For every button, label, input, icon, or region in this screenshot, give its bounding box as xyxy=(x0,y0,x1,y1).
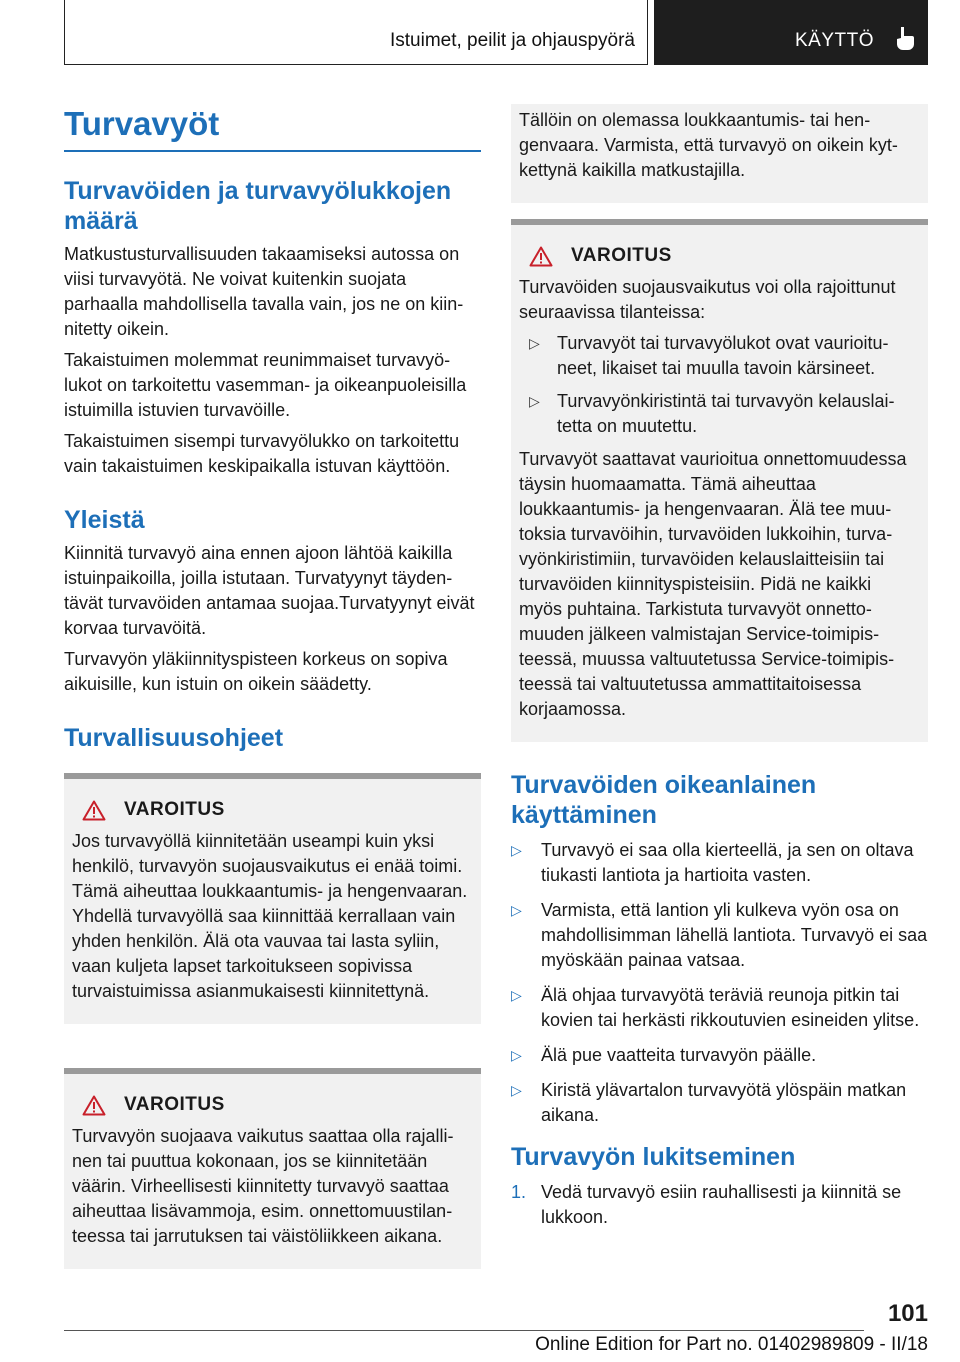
list-item-text: Varmista, että lantion yli kulkeva vyön osa on mahdollisimman lähellä lantiota. Turvavyö ei saa myöskään painaa vatsaa. xyxy=(541,900,928,970)
warning-continuation xyxy=(511,104,928,203)
list-item-text: Turvavyö ei saa olla kierteellä, ja sen on oltava tiukasti lantiota ja hartioita vasten. xyxy=(541,840,914,885)
bullet-marker: ▷ xyxy=(511,842,522,858)
paragraph: Turvavyön yläkiinnityspisteen korkeus on sopiva aikuisille, kun istuin on oikein säädetty. xyxy=(64,649,448,694)
numbered-list xyxy=(511,1180,928,1230)
footer-edition: Online Edition for Part no. 01402989809 - II/18 xyxy=(535,1334,928,1355)
bullet-marker: ▷ xyxy=(511,987,522,1003)
list-item xyxy=(511,1180,928,1230)
list-item xyxy=(511,898,928,973)
list-item xyxy=(511,838,928,888)
warning-title: VAROITUS xyxy=(124,799,225,820)
paragraph: Takaistuimen sisempi turvavyölukko on tarkoitettu vain takaistuimen keskipaikalla istuvan käyttöön. xyxy=(64,431,460,476)
section-heading-safety: Turvallisuusohjeet xyxy=(64,724,284,752)
footer-divider xyxy=(64,1330,864,1331)
warning-triangle-icon xyxy=(82,800,106,821)
header-section-tab xyxy=(64,0,648,65)
page-number: 101 xyxy=(887,1300,928,1327)
section-heading-general: Yleistä xyxy=(64,506,145,534)
left-column xyxy=(64,104,481,1269)
title-divider xyxy=(64,150,481,152)
warning-box xyxy=(64,1068,481,1269)
list-item-text: Turvavyönkiristintä tai turvavyön kelauslaitetta on muutettu. xyxy=(557,391,895,436)
warning-text: Jos turvavyöllä kiinnitetään useampi kuin yksi henkilö, turvavyön suojausvaikutus ei enää toimi. Tämä aiheuttaa loukkaantumis- ja hengenvaaran. Yhdellä turvavyöllä saa kiinnittää kerrallaan vain yhden henkilön. Älä ota vauvaa tai lasta syliin, vaan kuljeta lapset tarkoitukseen sopivissa turvaistuimissa asianmukaisesti kiinnitettynä. xyxy=(72,831,468,1001)
warning-title: VAROITUS xyxy=(571,245,672,266)
pointing-hand-icon xyxy=(892,25,916,51)
warning-text: Turvavyön suojaava vaikutus saattaa olla rajallinen tai puuttua kokonaan, jos se kiinnitetään väärin. Virheellisesti kiinnitetty turvavyö saattaa aiheuttaa lisävammoja, esim. onnettomuustilanteessa tai jarrutuksen tai väistöliikkeen aikana. xyxy=(72,1126,454,1246)
section-heading-count: Turvavöiden ja turvavyölukkojen määrä xyxy=(64,177,452,235)
list-item xyxy=(511,1078,928,1128)
warning-text: Tällöin on olemassa loukkaantumis- tai hengenvaara. Varmista, että turvavyö on oikein kytkettynä kaikilla matkustajilla. xyxy=(519,110,898,180)
list-item-text: Älä pue vaatteita turvavyön päälle. xyxy=(541,1045,817,1065)
bullet-marker: ▷ xyxy=(529,393,540,409)
section-heading-proper-use: Turvavöiden oikeanlainen käyttäminen xyxy=(511,771,817,829)
bullet-list xyxy=(511,838,928,1128)
warning-header xyxy=(82,799,471,821)
warning-header xyxy=(529,245,918,267)
list-item xyxy=(519,331,918,381)
warning-box xyxy=(511,219,928,742)
step-number: 1. xyxy=(511,1182,527,1202)
list-item-text: Älä ohjaa turvavyötä teräviä reunoja pitkin tai kovien tai herkästi rikkoutuvien esineiden ylitse. xyxy=(541,985,920,1030)
section-heading-fastening: Turvavyön lukitseminen xyxy=(511,1143,796,1171)
warning-header xyxy=(82,1094,471,1116)
header-section-title: Istuimet, peilit ja ohjauspyörä xyxy=(389,30,635,51)
list-item xyxy=(511,983,928,1033)
warning-text: Turvavyöt saattavat vaurioitua onnettomuudessa täysin huomaamatta. Tämä aiheuttaa loukkaantumis- ja hengenvaaran. Älä tee muutoksia turvavöihin, turvavöiden lukkoihin, turvavyönkiristimiin, turvavöiden kelauslaitteisiin tai turvavöiden kiinnityspisteisiin. Pidä ne kaikki myös puhtaina. Tarkistuta turvavyöt onnettomuuden jälkeen valmistajan Service-toimipisteessä, muussa valtuutetussa Service-toimipisteessä tai valtuutetussa ammattitaitoisessa korjaamossa. xyxy=(519,449,907,719)
list-item xyxy=(511,1043,928,1068)
warning-triangle-icon xyxy=(82,1095,106,1116)
bullet-marker: ▷ xyxy=(511,1047,522,1063)
paragraph: Matkustusturvallisuuden takaamiseksi autossa on viisi turvavyötä. Ne voivat kuitenkin suojata parhaalla mahdollisella tavalla vain, jos ne on kiinnitetty oikein. xyxy=(64,244,464,339)
list-item xyxy=(519,389,918,439)
warning-triangle-icon xyxy=(529,246,553,267)
right-column xyxy=(511,104,928,1240)
warning-title: VAROITUS xyxy=(124,1094,225,1115)
bullet-marker: ▷ xyxy=(529,335,540,351)
warning-list xyxy=(519,331,918,439)
list-item-text: Vedä turvavyö esiin rauhallisesti ja kiinnitä se lukkoon. xyxy=(541,1182,902,1227)
paragraph: Takaistuimen molemmat reunimmaiset turvavyölukot on tarkoitettu vasemman- ja oikeanpuoleisilla istuimilla istuvien turvavöille. xyxy=(64,350,467,420)
header-chapter-title: KÄYTTÖ xyxy=(794,30,874,51)
bullet-marker: ▷ xyxy=(511,1082,522,1098)
page-title: Turvavyöt xyxy=(64,105,220,142)
warning-box xyxy=(64,773,481,1024)
paragraph: Kiinnitä turvavyö aina ennen ajoon lähtöä kaikilla istuinpaikoilla, joilla istutaan. Turvatyynyt täydentävät turvavöiden antamaa suojaa.Turvatyynyt eivät korvaa turvavöitä. xyxy=(64,543,475,638)
header-chapter-tab xyxy=(654,0,928,65)
warning-intro: Turvavöiden suojausvaikutus voi olla rajoittunut seuraavissa tilanteissa: xyxy=(519,277,896,322)
page-header xyxy=(64,0,928,65)
list-item-text: Kiristä ylävartalon turvavyötä ylöspäin matkan aikana. xyxy=(541,1080,907,1125)
list-item-text: Turvavyöt tai turvavyölukot ovat vaurioituneet, likaiset tai muulla tavoin kärsineet. xyxy=(557,333,889,378)
bullet-marker: ▷ xyxy=(511,902,522,918)
